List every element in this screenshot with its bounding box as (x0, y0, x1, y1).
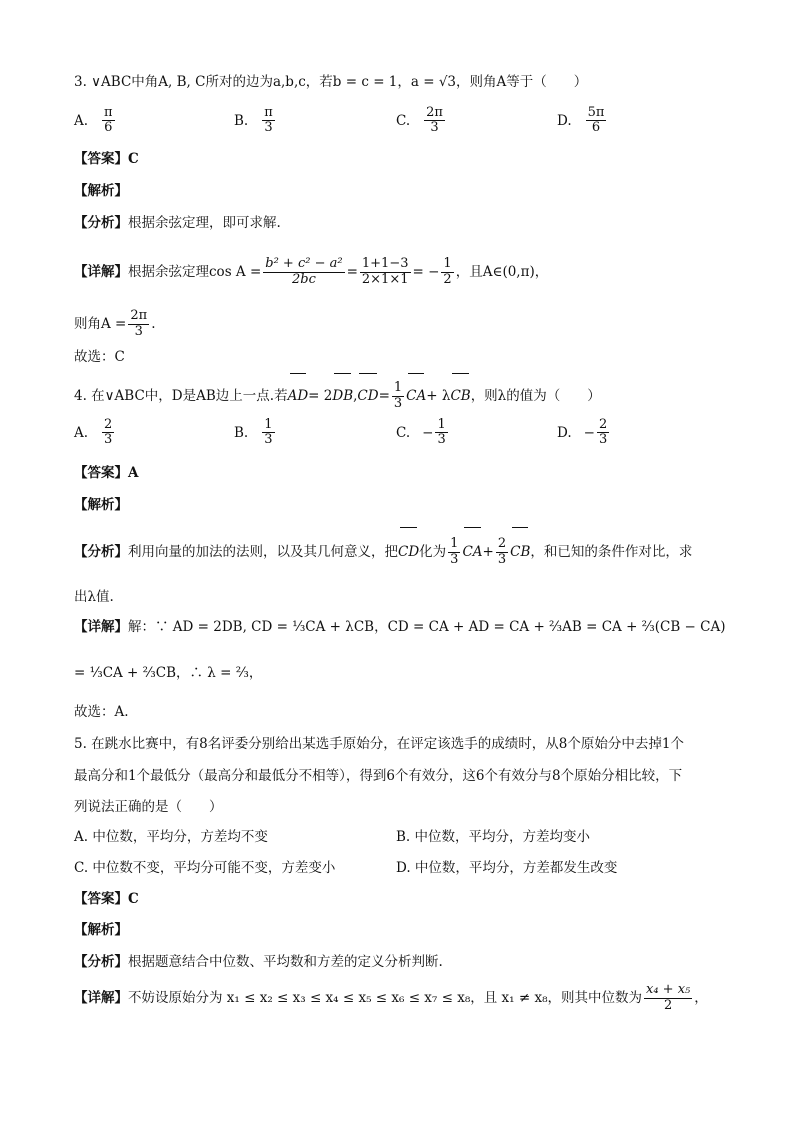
q4-option-c: C. − $\frac{1}{3}$ (396, 417, 446, 448)
q5-stem-line2: 最高分和1个最低分（最高分和最低分不相等），得到6个有效分，这6个有效分与8个原始分相比较，下 (74, 768, 683, 784)
q4-option-d: D. − $\frac{2}{3}$ (557, 417, 608, 448)
q3-analysis-head: 【解析】 (74, 183, 128, 199)
q5-detail: 【详解】 不妨设原始分为 x₁ ≤ x₂ ≤ x₃ ≤ x₄ ≤ x₅ ≤ x₆ ≤ x₇ ≤ x₈，且 x₁ ≠ x₈，则其中位数为 $\frac{\text{x₄ + x₅}}{2}$ ， (74, 982, 708, 1013)
q4-option-b: B. $\frac{1}{3}$ (234, 417, 273, 448)
q5-analysis-head: 【解析】 (74, 922, 128, 938)
q3-option-d: D. $\frac{5\pi}{6}$ (557, 105, 605, 136)
q5-stem-line3: 列说法正确的是（ ） (74, 799, 223, 815)
q5-fenxi: 【分析】根据题意结合中位数、平均数和方差的定义分析判断. (74, 954, 443, 970)
q5-option-c: C. 中位数不变，平均分可能不变，方差变小 (74, 860, 336, 876)
q3-option-a: A. $\frac{\pi}{6}$ (74, 105, 113, 136)
q4-answer: 【答案】A (74, 465, 139, 481)
q5-option-b: B. 中位数，平均分，方差均变小 (396, 829, 591, 845)
q3-detail: 【详解】 根据余弦定理cos A = $\frac{\text{b² + c² − a²}}{2bc}$ = $\frac{1+1-3}{2\times 1\times 1}$ = − $\frac{1}{2}$ ，且A∈(0,π)， (74, 256, 549, 287)
q5-option-d: D. 中位数，平均分，方差都发生改变 (396, 860, 618, 876)
q4-fenxi-line2: 出λ值. (74, 589, 114, 605)
q3-answer: 【答案】C (74, 151, 139, 167)
q3-choose: 故选：C (74, 349, 125, 365)
q4-stem: 4. 在∨ABC中，D是AB边上一点.若 AD = 2 DB , CD = $\frac{1}{3}$ CA + λ CB ，则λ的值为（ ） (74, 378, 601, 414)
q5-option-a: A. 中位数，平均分，方差均不变 (74, 829, 268, 845)
q4-choose: 故选：A. (74, 704, 129, 720)
q3-fenxi: 【分析】根据余弦定理，即可求解. (74, 215, 281, 231)
q4-detail: 【详解】解：∵ AD = 2DB, CD = ⅓CA + λCB，CD = CA + AD = CA + ⅔AB = CA + ⅔(CB − CA) (74, 619, 726, 635)
q4-analysis-head: 【解析】 (74, 497, 128, 513)
q5-answer: 【答案】C (74, 891, 139, 907)
q3-stem: 3. ∨ABC中角A, B, C所对的边为a,b,c，若b = c = 1，a = √3，则角A等于（ ） (74, 74, 588, 90)
q4-option-a: A. $\frac{2}{3}$ (74, 417, 113, 448)
q5-stem-line1: 5. 在跳水比赛中，有8名评委分别给出某选手原始分，在评定该选手的成绩时，从8个原始分中去掉1个 (74, 736, 684, 752)
q3-option-c: C. $\frac{2\pi}{3}$ (396, 105, 443, 136)
q3-conclusion: 则角A = $\frac{2\pi}{3}$ . (74, 308, 156, 339)
q3-option-b: B. $\frac{\pi}{3}$ (234, 105, 273, 136)
q4-detail-line2: = ⅓CA + ⅔CB，∴ λ = ⅔， (74, 665, 263, 681)
q4-fenxi: 【分析】 利用向量的加法的法则，以及其几何意义，把 CD 化为 $\frac{1}{3}$ CA + $\frac{2}{3}$ CB ，和已知的条件作对比，求 (74, 532, 692, 572)
